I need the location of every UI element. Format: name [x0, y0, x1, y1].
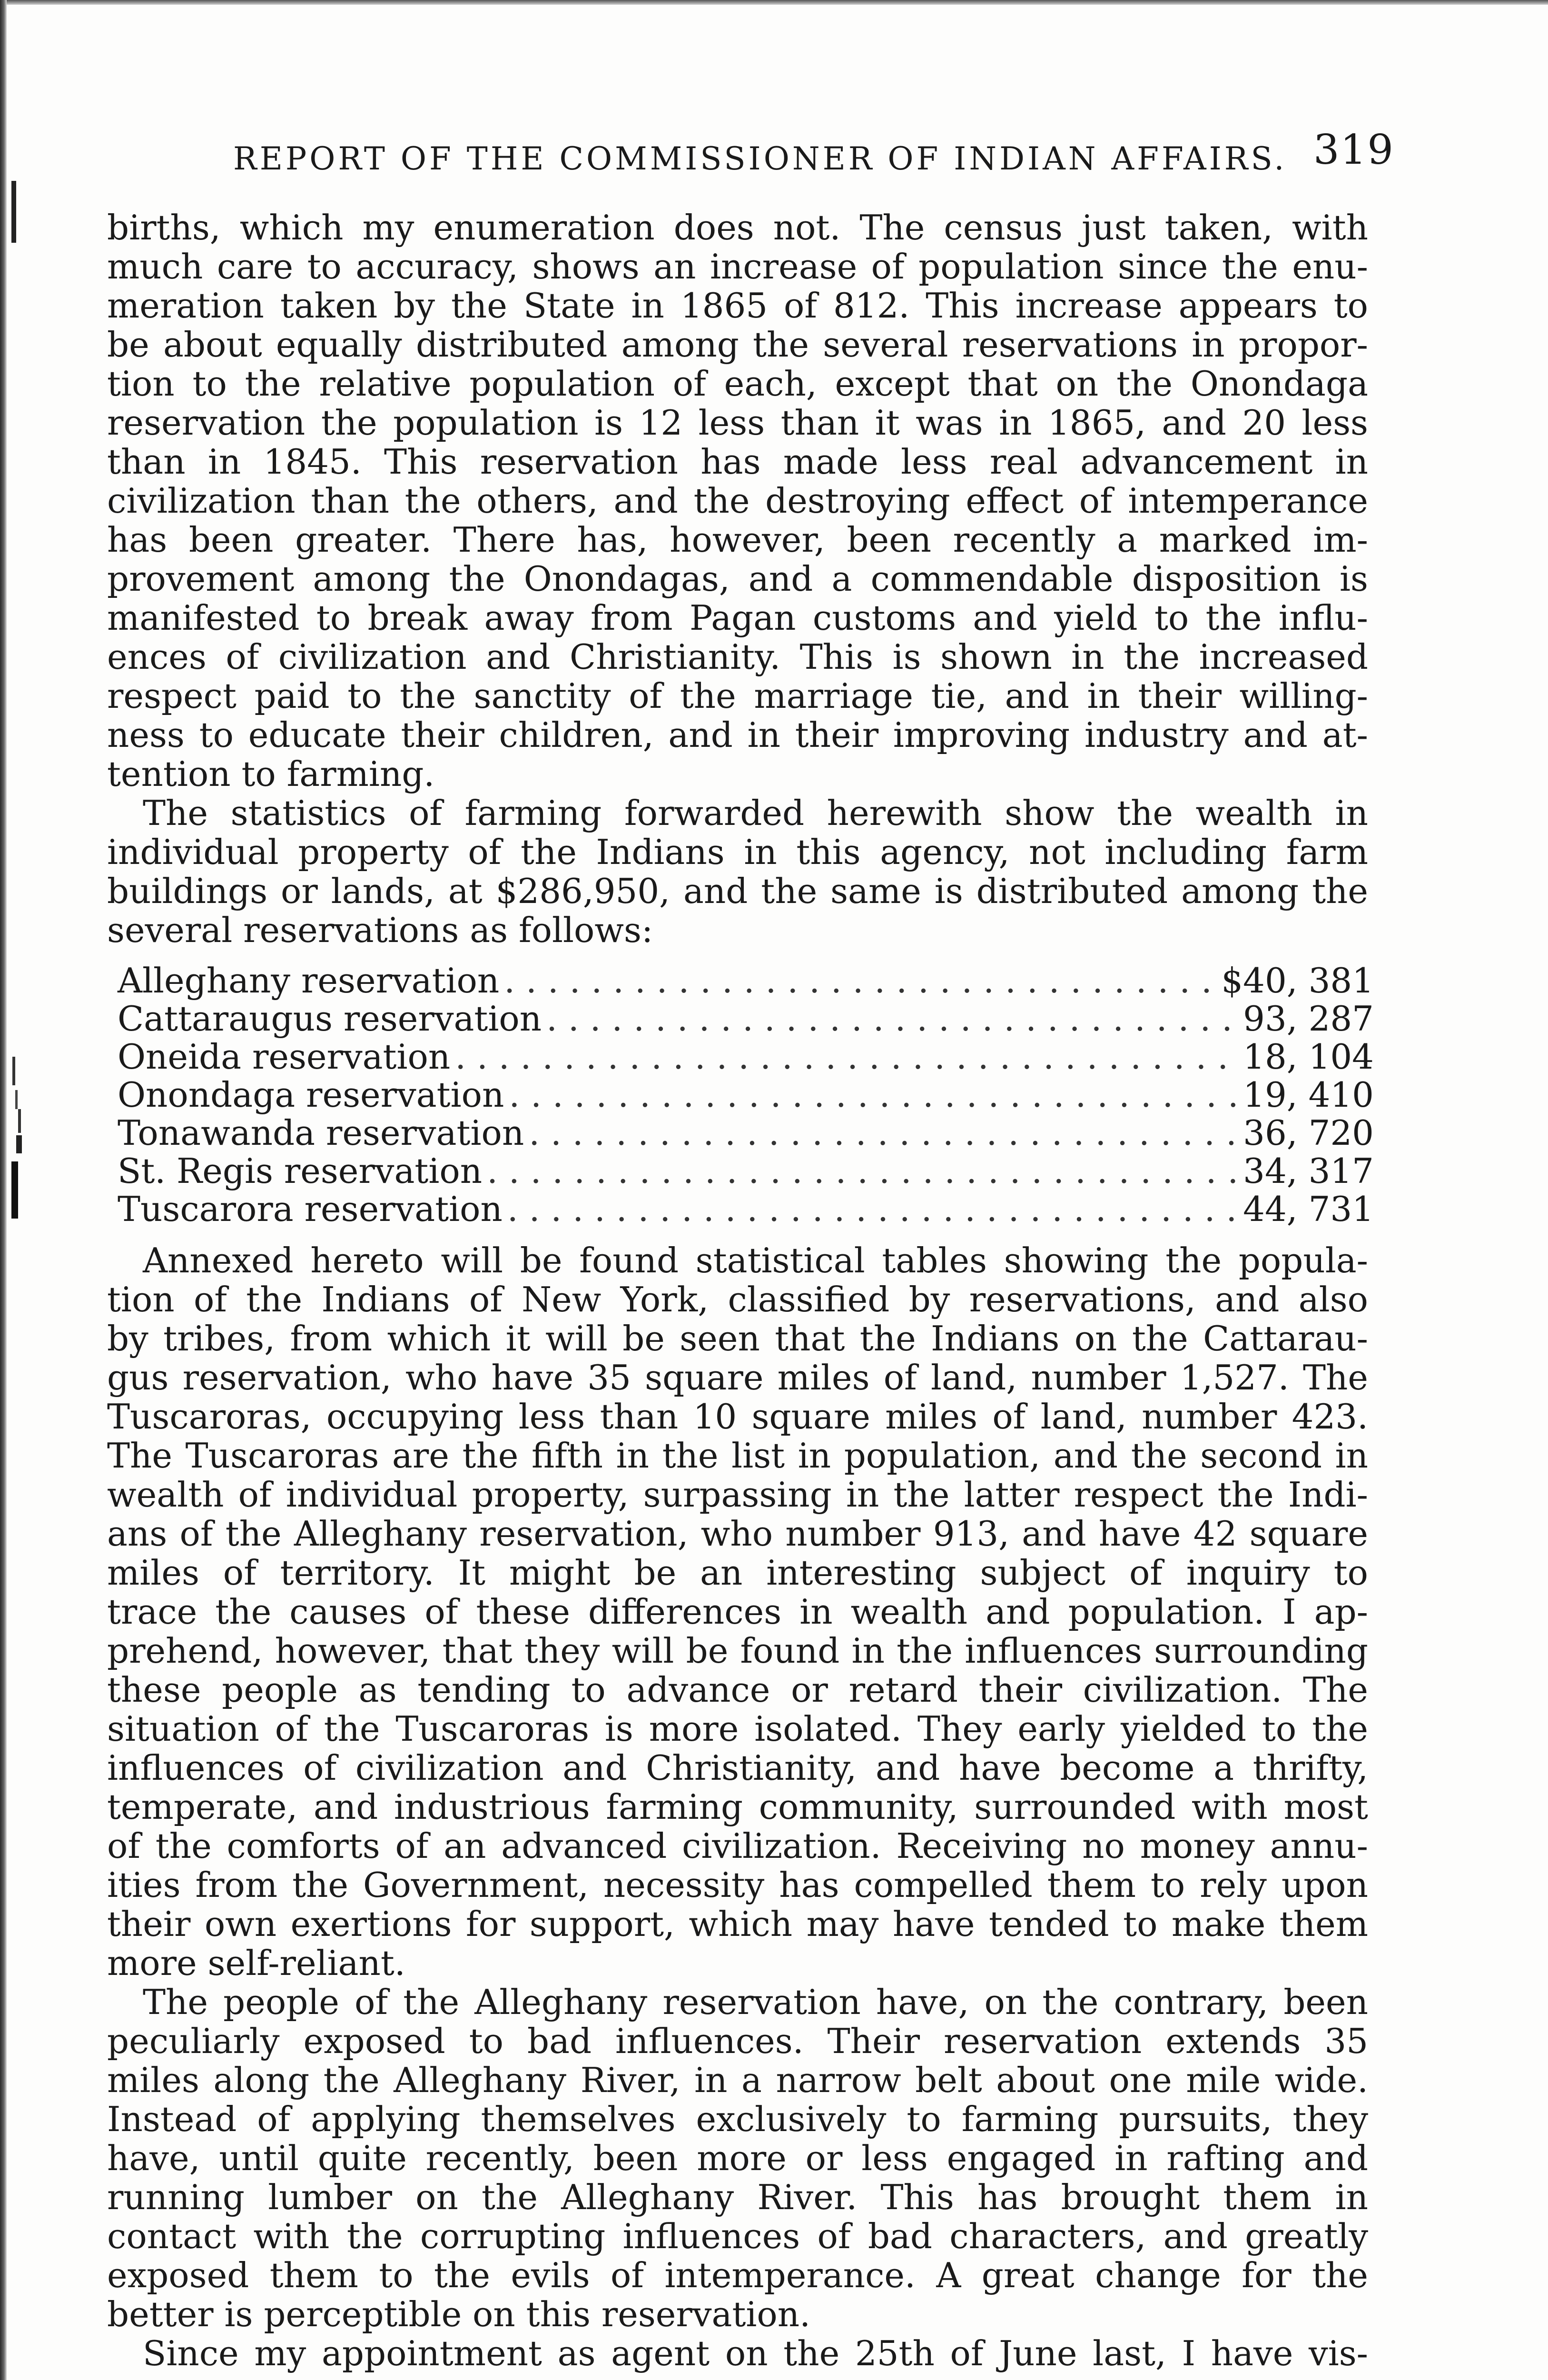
table-row [118, 1114, 1374, 1152]
text-line: situation of the Tuscaroras is more isolated. They early yielded to the [107, 1709, 1368, 1749]
reservation-name: Tuscarora reservation [118, 1189, 503, 1229]
leader-dots [509, 1076, 1238, 1114]
text-line: several reservations as follows: [107, 910, 653, 950]
text-line: more self-reliant. [107, 1943, 405, 1983]
scan-binding-edge [0, 0, 7, 2380]
page-number: 319 [1313, 126, 1394, 174]
reservation-value: 34, 317 [1243, 1151, 1374, 1191]
text-line: better is perceptible on this reservation. [107, 2294, 811, 2334]
leader-dots [507, 1190, 1238, 1228]
text-line: The people of the Alleghany reservation have, on the contrary, been [143, 1982, 1368, 2022]
text-line: prehend, however, that they will be found in the influences surrounding [107, 1631, 1368, 1671]
text-line: births, which my enumeration does not. The census just taken, with [107, 208, 1368, 248]
text-line: miles along the Alleghany River, in a narrow belt about one mile wide. [107, 2060, 1368, 2100]
leader-dots [504, 962, 1216, 1000]
text-line: than in 1845. This reservation has made less real advancement in [107, 442, 1368, 482]
text-line: ities from the Government, necessity has compelled them to rely upon [107, 1865, 1368, 1905]
leader-dots [487, 1152, 1238, 1190]
text-line: contact with the corrupting influences of bad characters, and greatly [107, 2216, 1368, 2256]
text-line: manifested to break away from Pagan customs and yield to the influ- [107, 598, 1368, 638]
text-line: gus reservation, who have 35 square miles of land, number 1,527. The [107, 1358, 1368, 1398]
leader-dots [455, 1038, 1238, 1076]
text-line: much care to accuracy, shows an increase of population since the enu- [107, 247, 1368, 287]
text-line: respect paid to the sanctity of the marriage tie, and in their willing- [107, 676, 1368, 716]
reservation-name: Alleghany reservation [118, 961, 500, 1001]
table-row [118, 1000, 1374, 1038]
reservation-value: 18, 104 [1243, 1037, 1374, 1077]
scan-top-edge [0, 0, 1548, 5]
text-line: reservation the population is 12 less than it was in 1865, and 20 less [107, 403, 1368, 443]
text-line: by tribes, from which it will be seen that the Indians on the Cattarau- [107, 1319, 1368, 1359]
text-line: The Tuscaroras are the fifth in the list in population, and the second in [107, 1436, 1368, 1476]
text-line: meration taken by the State in 1865 of 812. This increase appears to [107, 286, 1368, 326]
text-line: peculiarly exposed to bad influences. Their reservation extends 35 [107, 2021, 1368, 2061]
text-line: Since my appointment as agent on the 25th of June last, I have vis- [143, 2333, 1368, 2373]
reservation-name: Tonawanda reservation [118, 1113, 524, 1153]
text-line: provement among the Onondagas, and a commendable disposition is [107, 559, 1368, 599]
text-line: wealth of individual property, surpassing in the latter respect the Indi- [107, 1475, 1368, 1515]
reservation-value: 44, 731 [1243, 1189, 1374, 1229]
leader-dots [546, 1000, 1238, 1038]
text-line: tion to the relative population of each, except that on the Onondaga [107, 364, 1368, 404]
text-line: trace the causes of these differences in wealth and population. I ap- [107, 1592, 1368, 1632]
text-line: The statistics of farming forwarded herewith show the wealth in [143, 793, 1368, 833]
reservation-value: 93, 287 [1243, 999, 1374, 1039]
text-line: of the comforts of an advanced civilization. Receiving no money annu- [107, 1826, 1368, 1866]
reservation-name: St. Regis reservation [118, 1151, 483, 1191]
text-line: buildings or lands, at $286,950, and the same is distributed among the [107, 871, 1368, 911]
text-line: has been greater. There has, however, been recently a marked im- [107, 520, 1368, 560]
text-line: miles of territory. It might be an interesting subject of inquiry to [107, 1553, 1368, 1593]
text-line: ences of civilization and Christianity. This is shown in the increased [107, 637, 1368, 677]
reservation-value: 36, 720 [1243, 1113, 1374, 1153]
table-row [118, 1076, 1374, 1114]
text-line: ans of the Alleghany reservation, who number 913, and have 42 square [107, 1514, 1368, 1554]
text-line: ness to educate their children, and in their improving industry and at- [107, 715, 1368, 755]
reservation-value: 19, 410 [1243, 1075, 1374, 1115]
reservation-name: Cattaraugus reservation [118, 999, 542, 1039]
text-line: civilization than the others, and the destroying effect of intemperance [107, 481, 1368, 521]
reservation-name: Onondaga reservation [118, 1075, 504, 1115]
text-line: temperate, and industrious farming community, surrounded with most [107, 1787, 1368, 1827]
text-line: their own exertions for support, which may have tended to make them [107, 1904, 1368, 1944]
text-line: these people as tending to advance or retard their civilization. The [107, 1670, 1368, 1710]
table-row [118, 1038, 1374, 1076]
text-line: running lumber on the Alleghany River. This has brought them in [107, 2177, 1368, 2217]
leader-dots [529, 1114, 1238, 1152]
text-line: individual property of the Indians in this agency, not including farm [107, 832, 1368, 872]
text-line: tention to farming. [107, 754, 435, 794]
text-line: be about equally distributed among the several reservations in propor- [107, 325, 1368, 365]
table-row [118, 1152, 1374, 1190]
text-line: have, until quite recently, been more or less engaged in rafting and [107, 2138, 1368, 2178]
text-line: Tuscaroras, occupying less than 10 square miles of land, number 423. [107, 1397, 1368, 1437]
text-line: exposed them to the evils of intemperance. A great change for the [107, 2255, 1368, 2295]
scan-edge-marks [11, 0, 64, 2380]
text-line: influences of civilization and Christianity, and have become a thrifty, [107, 1748, 1368, 1788]
reservation-value: $40, 381 [1221, 961, 1374, 1001]
header-title: REPORT OF THE COMMISSIONER OF INDIAN AFFAIRS. [233, 140, 1287, 177]
text-line: Annexed hereto will be found statistical tables showing the popula- [143, 1240, 1368, 1280]
text-line: tion of the Indians of New York, classified by reservations, and also [107, 1279, 1368, 1319]
table-row [118, 1190, 1374, 1228]
running-header [233, 126, 1394, 183]
table-row [118, 962, 1374, 1000]
text-line: Instead of applying themselves exclusively to farming pursuits, they [107, 2099, 1368, 2139]
reservation-name: Oneida reservation [118, 1037, 451, 1077]
